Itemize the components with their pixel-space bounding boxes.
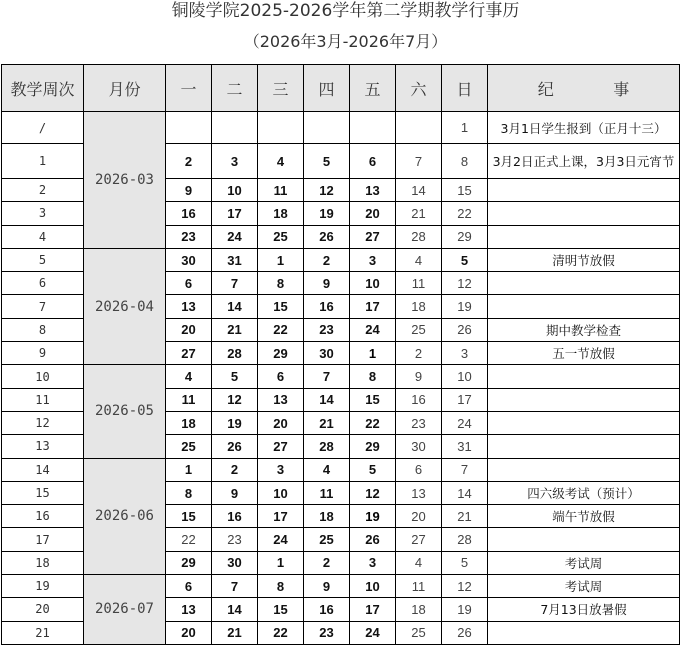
day-cell: 27	[166, 342, 212, 365]
day-cell: 14	[212, 295, 258, 318]
day-cell: 24	[442, 411, 488, 434]
day-cell: 15	[258, 295, 304, 318]
day-cell: 7	[304, 365, 350, 388]
note-cell	[488, 388, 680, 411]
day-cell: 31	[442, 435, 488, 458]
day-cell: 3	[212, 144, 258, 179]
note-cell: 3月1日学生报到（正月十三）	[488, 112, 680, 144]
day-cell: 23	[212, 528, 258, 551]
day-cell	[396, 112, 442, 144]
day-cell: 26	[442, 318, 488, 341]
day-cell: 30	[396, 435, 442, 458]
note-cell	[488, 411, 680, 434]
week-number: 19	[2, 575, 84, 598]
note-cell	[488, 272, 680, 295]
day-cell: 20	[350, 202, 396, 225]
note-cell	[488, 458, 680, 481]
day-cell: 22	[166, 528, 212, 551]
day-cell: 3	[442, 342, 488, 365]
day-cell: 5	[350, 458, 396, 481]
day-cell: 9	[304, 272, 350, 295]
week-number: 17	[2, 528, 84, 551]
month-cell: 2026-04	[84, 248, 166, 364]
week-number: 8	[2, 318, 84, 341]
note-cell	[488, 179, 680, 202]
day-cell: 17	[350, 598, 396, 621]
day-cell: 9	[212, 481, 258, 504]
day-cell: 6	[396, 458, 442, 481]
day-cell: 17	[350, 295, 396, 318]
day-cell: 29	[442, 225, 488, 248]
week-number: /	[2, 112, 84, 144]
day-cell: 10	[350, 575, 396, 598]
note-cell	[488, 295, 680, 318]
day-cell: 18	[304, 505, 350, 528]
day-cell: 16	[212, 505, 258, 528]
day-cell: 11	[304, 481, 350, 504]
note-cell: 3月2日正式上课，3月3日元宵节	[488, 144, 680, 179]
day-cell: 25	[258, 225, 304, 248]
day-cell: 6	[350, 144, 396, 179]
month-cell: 2026-06	[84, 458, 166, 574]
week-number: 13	[2, 435, 84, 458]
day-cell: 9	[166, 179, 212, 202]
day-cell: 28	[304, 435, 350, 458]
day-cell: 2	[304, 248, 350, 271]
page-title: 铜陵学院2025-2026学年第二学期教学行事历	[171, 1, 520, 21]
day-cell: 24	[258, 528, 304, 551]
table-header-row	[2, 65, 680, 112]
week-number: 18	[2, 551, 84, 574]
day-cell: 2	[212, 458, 258, 481]
day-cell: 16	[166, 202, 212, 225]
month-cell: 2026-05	[84, 365, 166, 458]
week-number: 2	[2, 179, 84, 202]
day-cell: 23	[304, 318, 350, 341]
week-number: 16	[2, 505, 84, 528]
day-cell: 4	[166, 365, 212, 388]
day-cell: 15	[258, 598, 304, 621]
day-cell: 26	[304, 225, 350, 248]
day-cell: 7	[212, 272, 258, 295]
note-cell: 五一节放假	[488, 342, 680, 365]
day-cell: 13	[166, 295, 212, 318]
col-header-notes	[488, 65, 680, 112]
note-cell	[488, 202, 680, 225]
table-row	[2, 112, 680, 144]
day-cell: 8	[166, 481, 212, 504]
week-number: 3	[2, 202, 84, 225]
day-cell: 21	[304, 411, 350, 434]
day-cell: 18	[396, 598, 442, 621]
day-cell: 25	[166, 435, 212, 458]
note-cell: 端午节放假	[488, 505, 680, 528]
day-cell: 27	[258, 435, 304, 458]
day-cell: 25	[304, 528, 350, 551]
day-cell: 17	[258, 505, 304, 528]
table-row	[2, 248, 680, 271]
note-cell	[488, 621, 680, 644]
week-number: 10	[2, 365, 84, 388]
week-number: 6	[2, 272, 84, 295]
week-number: 1	[2, 144, 84, 179]
day-cell: 23	[396, 411, 442, 434]
day-cell: 13	[258, 388, 304, 411]
day-cell: 29	[258, 342, 304, 365]
week-number: 9	[2, 342, 84, 365]
day-cell: 13	[166, 598, 212, 621]
day-cell: 4	[304, 458, 350, 481]
day-cell: 22	[258, 318, 304, 341]
day-cell: 7	[396, 144, 442, 179]
day-cell: 24	[212, 225, 258, 248]
day-cell: 3	[258, 458, 304, 481]
col-header-month: 月份	[84, 65, 166, 112]
day-cell: 31	[212, 248, 258, 271]
week-number: 5	[2, 248, 84, 271]
col-header-sat: 六	[396, 65, 442, 112]
day-cell: 15	[350, 388, 396, 411]
day-cell: 15	[166, 505, 212, 528]
day-cell: 8	[258, 575, 304, 598]
col-header-thu: 四	[304, 65, 350, 112]
day-cell: 21	[212, 621, 258, 644]
day-cell: 6	[258, 365, 304, 388]
day-cell: 12	[304, 179, 350, 202]
table-row	[2, 458, 680, 481]
note-cell: 四六级考试（预计）	[488, 481, 680, 504]
day-cell: 12	[350, 481, 396, 504]
day-cell: 22	[350, 411, 396, 434]
week-number: 7	[2, 295, 84, 318]
day-cell: 9	[396, 365, 442, 388]
week-number: 11	[2, 388, 84, 411]
day-cell: 21	[212, 318, 258, 341]
note-cell	[488, 225, 680, 248]
day-cell: 18	[166, 411, 212, 434]
note-cell: 清明节放假	[488, 248, 680, 271]
day-cell: 26	[442, 621, 488, 644]
note-cell: 期中教学检查	[488, 318, 680, 341]
day-cell: 23	[304, 621, 350, 644]
page-subtitle: （2026年3月-2026年7月）	[243, 32, 448, 51]
day-cell: 18	[258, 202, 304, 225]
day-cell: 29	[166, 551, 212, 574]
note-cell	[488, 528, 680, 551]
day-cell: 24	[350, 318, 396, 341]
day-cell: 18	[396, 295, 442, 318]
day-cell: 11	[396, 272, 442, 295]
day-cell: 4	[396, 248, 442, 271]
day-cell: 17	[212, 202, 258, 225]
day-cell: 24	[350, 621, 396, 644]
day-cell: 2	[304, 551, 350, 574]
note-cell	[488, 365, 680, 388]
day-cell: 1	[442, 112, 488, 144]
day-cell	[350, 112, 396, 144]
day-cell: 19	[442, 295, 488, 318]
day-cell: 10	[212, 179, 258, 202]
day-cell: 5	[304, 144, 350, 179]
week-number: 12	[2, 411, 84, 434]
col-header-wed: 三	[258, 65, 304, 112]
day-cell: 19	[212, 411, 258, 434]
day-cell: 11	[396, 575, 442, 598]
day-cell: 6	[166, 575, 212, 598]
day-cell: 14	[442, 481, 488, 504]
day-cell: 14	[212, 598, 258, 621]
day-cell: 20	[166, 318, 212, 341]
day-cell: 30	[212, 551, 258, 574]
day-cell: 21	[442, 505, 488, 528]
day-cell: 22	[442, 202, 488, 225]
day-cell: 25	[396, 621, 442, 644]
day-cell: 1	[258, 551, 304, 574]
col-header-notes-char2: 事	[613, 79, 630, 99]
week-number: 20	[2, 598, 84, 621]
note-cell	[488, 435, 680, 458]
day-cell	[166, 112, 212, 144]
day-cell: 11	[166, 388, 212, 411]
col-header-fri: 五	[350, 65, 396, 112]
day-cell: 2	[396, 342, 442, 365]
day-cell: 11	[258, 179, 304, 202]
table-row	[2, 365, 680, 388]
day-cell: 14	[304, 388, 350, 411]
note-cell: 考试周	[488, 551, 680, 574]
day-cell: 1	[166, 458, 212, 481]
note-cell: 7月13日放暑假	[488, 598, 680, 621]
day-cell: 28	[396, 225, 442, 248]
week-number: 4	[2, 225, 84, 248]
day-cell: 21	[396, 202, 442, 225]
day-cell: 1	[258, 248, 304, 271]
week-number: 15	[2, 481, 84, 504]
day-cell: 26	[212, 435, 258, 458]
day-cell: 28	[212, 342, 258, 365]
day-cell: 12	[442, 575, 488, 598]
day-cell: 2	[166, 144, 212, 179]
day-cell: 14	[396, 179, 442, 202]
week-number: 14	[2, 458, 84, 481]
calendar-table	[1, 64, 680, 645]
day-cell	[212, 112, 258, 144]
day-cell: 7	[442, 458, 488, 481]
day-cell: 9	[304, 575, 350, 598]
month-cell: 2026-03	[84, 112, 166, 249]
month-cell: 2026-07	[84, 575, 166, 645]
day-cell: 8	[350, 365, 396, 388]
day-cell: 10	[258, 481, 304, 504]
day-cell	[258, 112, 304, 144]
day-cell: 10	[350, 272, 396, 295]
day-cell: 1	[350, 342, 396, 365]
col-header-sun: 日	[442, 65, 488, 112]
day-cell: 13	[396, 481, 442, 504]
day-cell: 12	[442, 272, 488, 295]
day-cell: 19	[350, 505, 396, 528]
col-header-mon: 一	[166, 65, 212, 112]
day-cell: 12	[212, 388, 258, 411]
day-cell: 5	[442, 551, 488, 574]
day-cell: 20	[258, 411, 304, 434]
day-cell	[304, 112, 350, 144]
day-cell: 15	[442, 179, 488, 202]
table-row	[2, 575, 680, 598]
day-cell: 26	[350, 528, 396, 551]
day-cell: 4	[258, 144, 304, 179]
day-cell: 22	[258, 621, 304, 644]
day-cell: 10	[442, 365, 488, 388]
day-cell: 4	[396, 551, 442, 574]
col-header-notes-char1: 纪	[537, 79, 554, 99]
week-number: 21	[2, 621, 84, 644]
day-cell: 23	[166, 225, 212, 248]
note-cell: 考试周	[488, 575, 680, 598]
day-cell: 20	[166, 621, 212, 644]
day-cell: 17	[442, 388, 488, 411]
day-cell: 5	[212, 365, 258, 388]
day-cell: 16	[304, 295, 350, 318]
day-cell: 16	[304, 598, 350, 621]
col-header-tue: 二	[212, 65, 258, 112]
day-cell: 8	[258, 272, 304, 295]
day-cell: 30	[166, 248, 212, 271]
day-cell: 3	[350, 248, 396, 271]
day-cell: 28	[442, 528, 488, 551]
day-cell: 25	[396, 318, 442, 341]
day-cell: 30	[304, 342, 350, 365]
day-cell: 8	[442, 144, 488, 179]
day-cell: 27	[350, 225, 396, 248]
day-cell: 6	[166, 272, 212, 295]
col-header-week: 教学周次	[2, 65, 84, 112]
day-cell: 7	[212, 575, 258, 598]
day-cell: 20	[396, 505, 442, 528]
day-cell: 29	[350, 435, 396, 458]
day-cell: 13	[350, 179, 396, 202]
day-cell: 27	[396, 528, 442, 551]
day-cell: 5	[442, 248, 488, 271]
day-cell: 19	[304, 202, 350, 225]
day-cell: 19	[442, 598, 488, 621]
day-cell: 3	[350, 551, 396, 574]
day-cell: 16	[396, 388, 442, 411]
